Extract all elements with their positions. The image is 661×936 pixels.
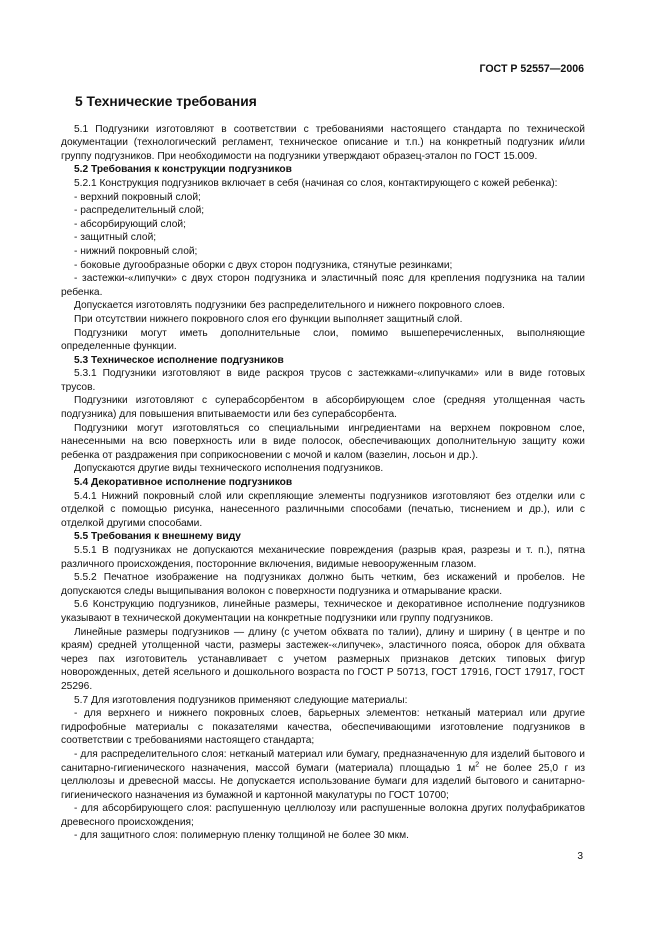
page-content [61, 91, 585, 843]
paragraph-5-5-2: 5.5.2 Печатное изображение на подгузниках должно быть четким, без искажений и пробелов. Не допускаются следы выщипывания волокон с поверхности подгузника и отмарывание краски. [61, 572, 585, 597]
paragraph: Подгузники могут иметь дополнительные слои, помимо вышеперечисленных, выполняющие определенные функции. [61, 327, 585, 353]
list-item: - верхний покровный слой; [74, 191, 201, 203]
list-item: - распределительный слой; [74, 205, 205, 217]
list-item: - для абсорбирующего слоя: распушенную целлюлозу или распушенные волокна других полуфабрикатов древесного происхождения; [61, 803, 585, 828]
paragraph-5-6: 5.6 Конструкцию подгузников, линейные размеры, техническое и декоративное исполнение подгузников указывают в технической документации на конкретные подгузники или группу подгузников. [61, 599, 585, 624]
paragraph: При отсутствии нижнего покровного слоя его функции выполняет защитный слой. [74, 313, 463, 325]
list-item: - боковые дугообразные оборки с двух сторон подгузника, стянутые резинками; [74, 259, 453, 271]
paragraph: Подгузники изготовляют с суперабсорбентом в абсорбирующем слое (средняя утолщенная часть подгузника) для повышения впитываемости или без суперабсорбента. [61, 395, 585, 421]
paragraph-5-4-1: 5.4.1 Нижний покровный слой или скрепляющие элементы подгузников изготовляют без отделки или с отделкой с помощью рисунка, нанесенного различными способами (печатью, тиснением и др.), или с отделкой другими способами. [61, 490, 585, 529]
list-item [61, 748, 585, 802]
subsection-heading-5-4: 5.4 Декоративное исполнение подгузников [74, 477, 293, 489]
section-title: 5 Технические требования [75, 94, 257, 109]
paragraph: Линейные размеры подгузников — длину (с учетом обхвата по талии), длину и ширину ( в центре и по краям) средней утолщенной части, размеры застежек-«липучек», эластичного пояса, оборок для обхвата через пах изготовитель устанавливает с учетом размерных признаков детских типовых фигур новорожденных, детей ясельного и дошкольного возраста по ГОСТ Р 50713, ГОСТ 17916, ГОСТ 17917, ГОСТ 25296. [61, 626, 585, 692]
text-span: - для распределительного слоя: нетканый материал или бумагу, предназначенную для изделий бытового и санитарно-гигиенического назначения, массой бумаги (материала) площадью 1 м [61, 748, 585, 774]
paragraph-5-1: 5.1 Подгузники изготовляют в соответствии с требованиями настоящего стандарта по технической документации (технологический регламент, техническое описание и т.п.) на конкретный подгузник и/или группу подгузников. При необходимости на подгузники утверждают образец-эталон по ГОСТ 15.009. [61, 123, 585, 162]
list-item: - для верхнего и нижнего покровных слоев, барьерных элементов: нетканый материал или другие гидрофобные материалы с показателями качества, обеспечивающими изготовление подгузников в соответствии с требованиями настоящего стандарта; [61, 708, 585, 747]
page-number: 3 [577, 851, 583, 862]
paragraph: Допускаются другие виды технического исполнения подгузников. [74, 463, 384, 475]
paragraph-5-5-1: 5.5.1 В подгузниках не допускаются механические повреждения (разрыв края, разрезы и т. п.), пятна различного происхождения, посторонние включения, видимые невооруженным глазом. [61, 545, 585, 570]
paragraph: Подгузники могут изготовляться со специальными ингредиентами на верхнем покровном слое, нанесенными на всю поверхность или в виде полосок, обеспечивающих дополнительную защиту кожи ребенка от раздражения при соприкосновении с мочой и калом (вазелин, лосьон и др.). [61, 422, 585, 461]
list-item: - для защитного слоя: полимерную пленку толщиной не более 30 мкм. [74, 830, 409, 842]
list-item: - защитный слой; [74, 232, 157, 244]
list-item: - нижний покровный слой; [74, 245, 198, 257]
standard-number: ГОСТ Р 52557—2006 [479, 63, 584, 75]
paragraph: Допускается изготовлять подгузники без распределительного и нижнего покровного слоев. [74, 300, 505, 312]
paragraph-5-2-1: 5.2.1 Конструкция подгузников включает в себя (начиная со слоя, контактирующего с кожей ребенка): [74, 177, 558, 189]
paragraph-5-7: 5.7 Для изготовления подгузников применяют следующие материалы: [74, 694, 408, 706]
list-item: - застежки-«липучки» с двух сторон подгузника и эластичный пояс для крепления подгузника на талии ребенка. [61, 273, 585, 298]
paragraph-5-3-1: 5.3.1 Подгузники изготовляют в виде раскроя трусов с застежками-«липучками» или в виде готовых трусов. [61, 368, 585, 393]
subsection-heading-5-5: 5.5 Требования к внешнему виду [74, 531, 241, 543]
subsection-heading-5-3: 5.3 Техническое исполнение подгузников [74, 354, 284, 366]
list-item: - абсорбирующий слой; [74, 218, 186, 230]
superscript: 2 [475, 761, 480, 769]
text-span: не более 25,0 г из целлюлозы и древесной массы. Не допускается использование бумаги для изделий бытового и санитарно-гигиенического назначения из бумажной и картонной макулатуры по ГОСТ 10700; [61, 762, 585, 801]
subsection-heading-5-2: 5.2 Требования к конструкции подгузников [74, 164, 292, 176]
